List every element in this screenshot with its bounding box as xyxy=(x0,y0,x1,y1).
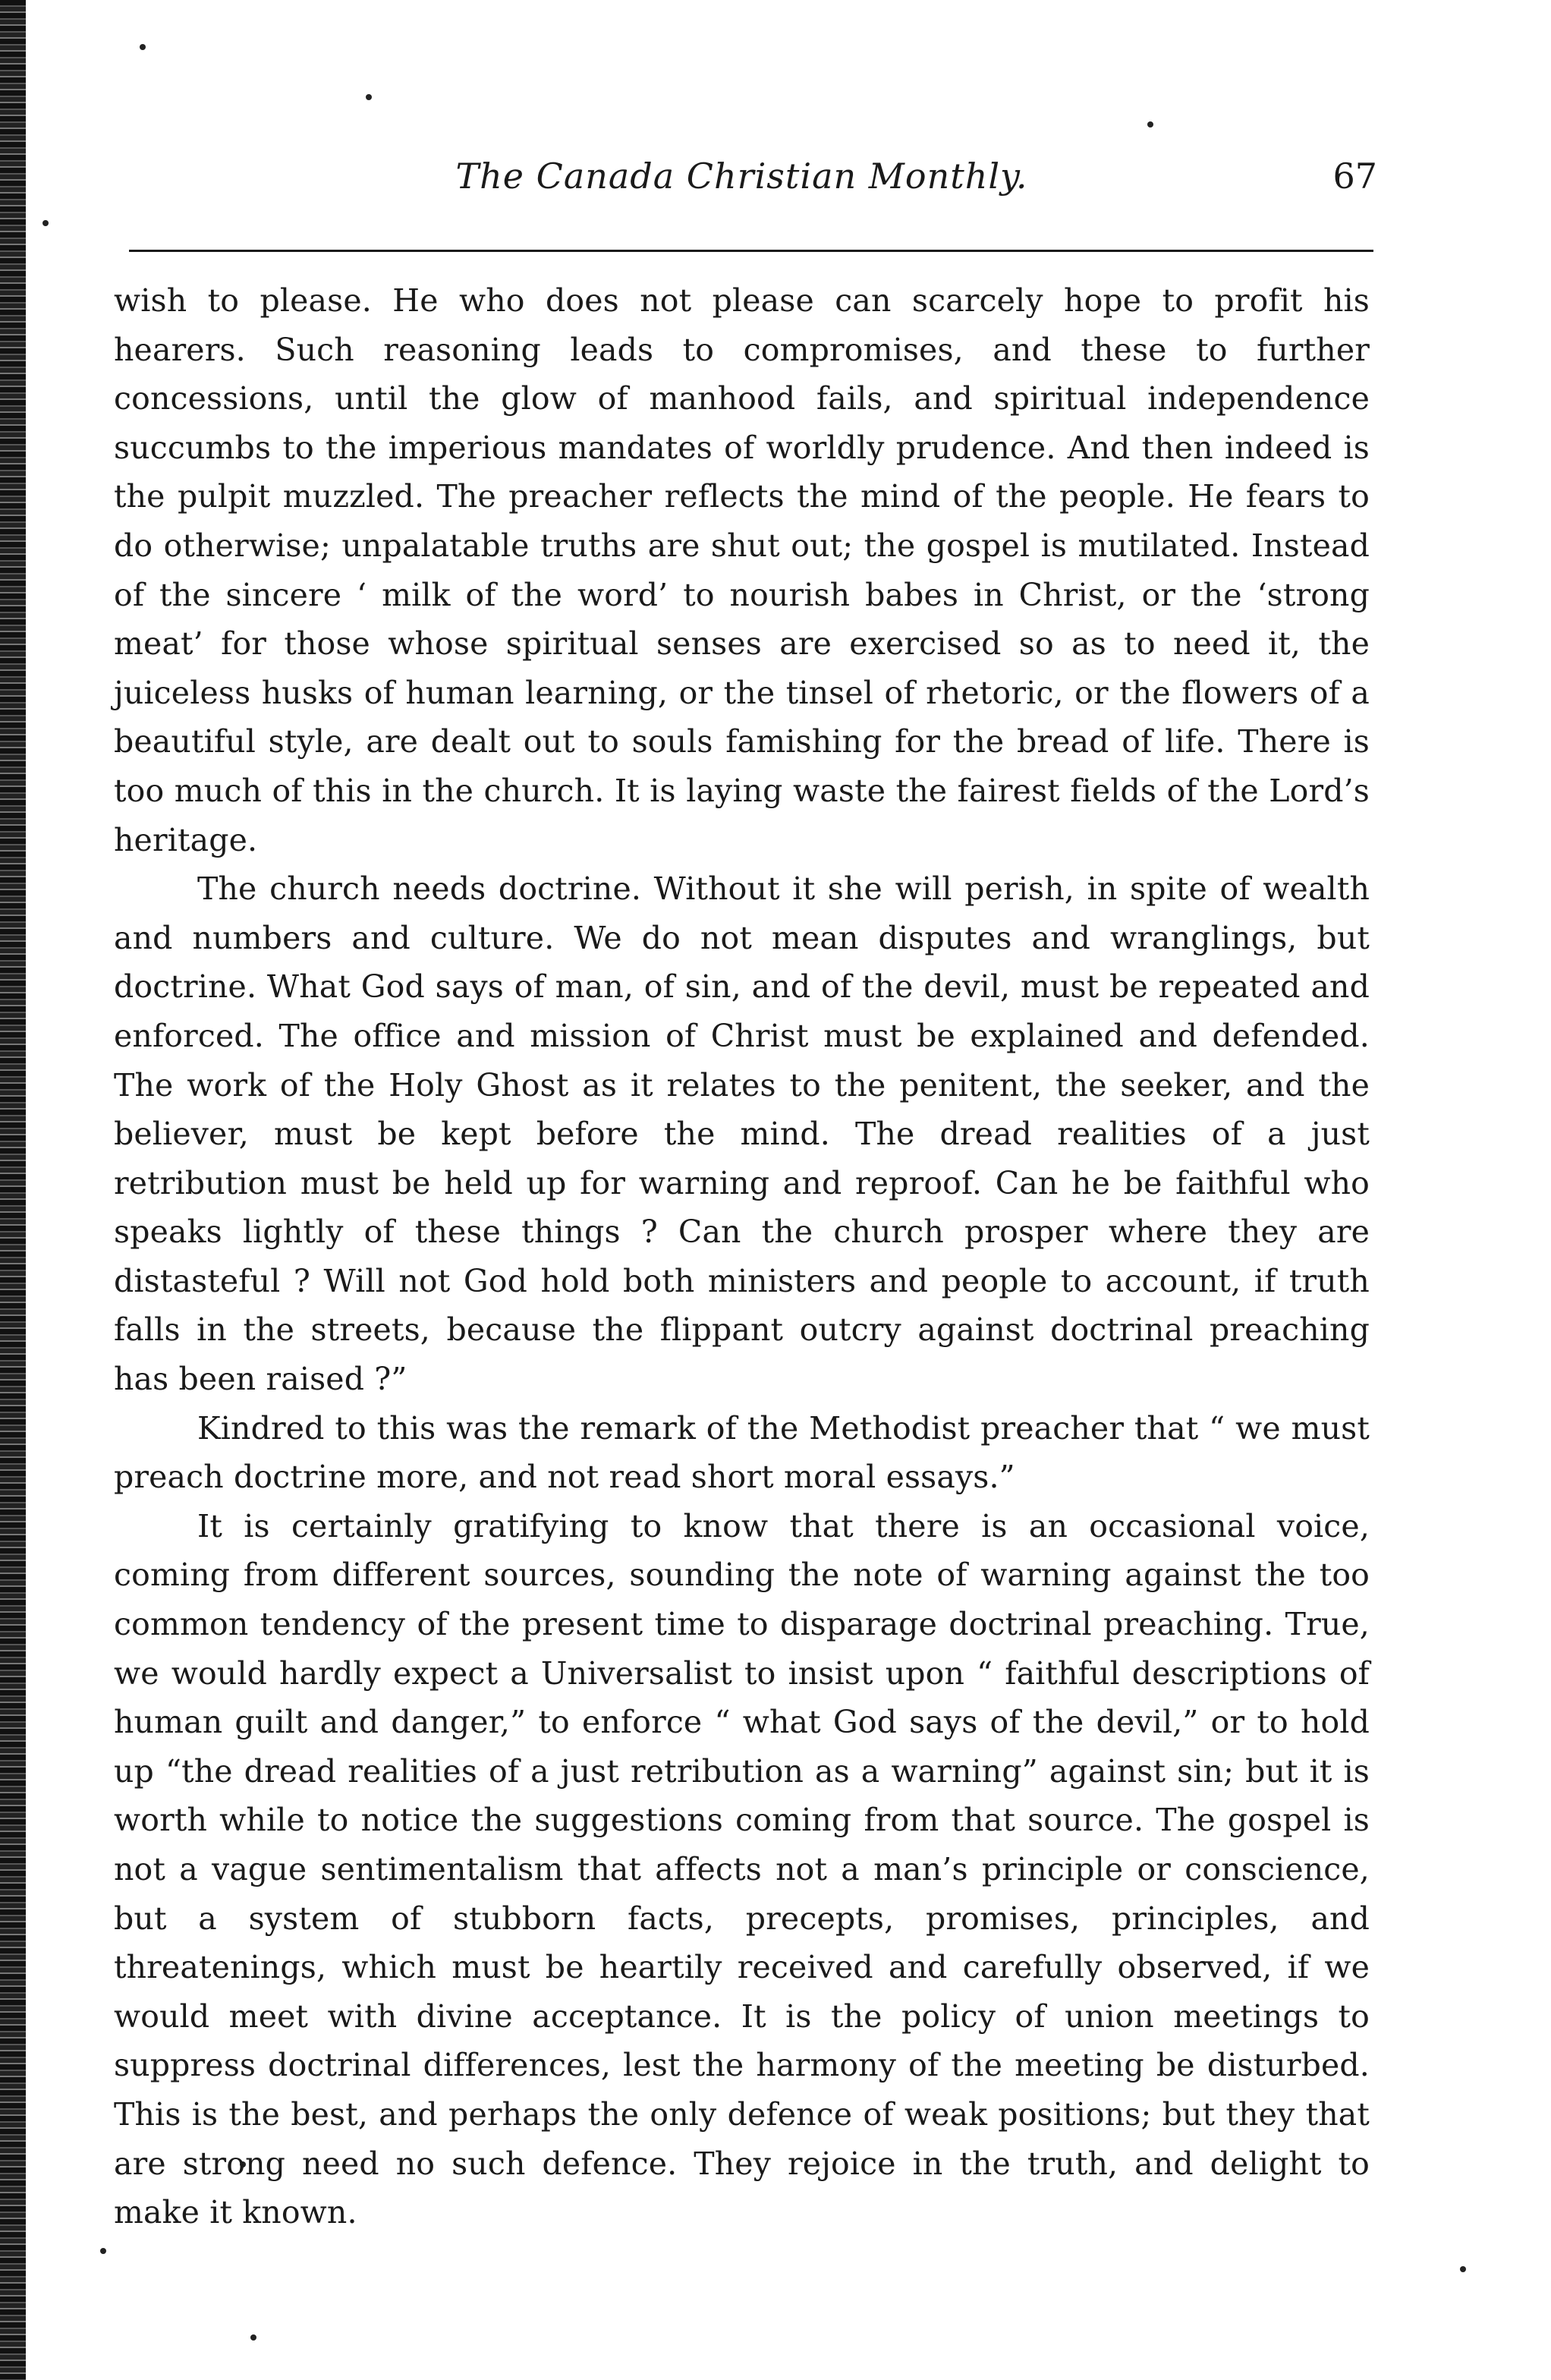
stray-ink-dot xyxy=(1147,121,1153,128)
stray-ink-dot xyxy=(100,2248,106,2254)
page-number: 67 xyxy=(1332,156,1377,197)
journal-title: The Canada Christian Monthly. xyxy=(455,156,1028,197)
paragraph: It is certainly gratifying to know that there is an occasional voice, coming from different sources, sounding the note of warning against the too common tendency of the present time to disparage doctrinal preaching. True, we would hardly expect a Universalist to insist upon “ faithful descriptions of human guilt and danger,” to enforce “ what God says of the devil,” or to hold up “the dread realities of a just retribution as a warning” against sin; but it is worth while to notice the suggestions coming from that source. The gospel is not a vague sentimentalism that affects not a man’s principle or conscience, but a system of stubborn facts, precepts, promises, principles, and threatenings, which must be heartily received and carefully observed, if we would meet with divine acceptance. It is the policy of union meetings to suppress doctrinal differences, lest the harmony of the meeting be disturbed. This is the best, and perhaps the only defence of weak positions; but they that are strong need no such defence. They rejoice in the truth, and delight to make it known. xyxy=(114,1507,1370,2231)
book-page xyxy=(114,156,1377,2237)
article-body xyxy=(114,276,1370,2237)
stray-ink-dot xyxy=(42,220,49,226)
scan-binding-edge xyxy=(0,0,26,2380)
paragraph-continued: wish to please. He who does not please can scarcely hope to profit his hearers. Such reasoning leads to compromises, and these to further concessions, until the glow of manhood fails, and spiritual independence succumbs to the imperious mandates of worldly prudence. And then indeed is the pulpit muzzled. The preacher reflects the mind of the people. He fears to do otherwise; unpalatable truths are shut out; the gospel is mutilated. Instead of the sincere ‘ milk of the word’ to nourish babes in Christ, or the ‘strong meat’ for those whose spiritual senses are exercised so as to need it, the juiceless husks of human learning, or the tinsel of rhetoric, or the flowers of a beautiful style, are dealt out to souls famishing for the bread of life. There is too much of this in the church. It is laying waste the fairest fields of the Lord’s heritage. xyxy=(114,282,1370,858)
paragraph: The church needs doctrine. Without it she will perish, in spite of wealth and numbers and culture. We do not mean disputes and wranglings, but doctrine. What God says of man, of sin, and of the devil, must be repeated and enforced. The office and mission of Christ must be explained and defended. The work of the Holy Ghost as it relates to the penitent, the seeker, and the believer, must be kept before the mind. The dread realities of a just retribution must be held up for warning and reproof. Can he be faithful who speaks lightly of these things ? Can the church prosper where they are distasteful ? Will not God hold both ministers and people to account, if truth falls in the streets, because the flippant outcry against doctrinal preaching has been raised ?” xyxy=(114,870,1370,1398)
header-rule xyxy=(129,250,1373,252)
paragraph: Kindred to this was the remark of the Methodist preacher that “ we must preach doctrine more, and not read short moral essays.” xyxy=(114,1409,1370,1496)
stray-ink-dot xyxy=(250,2334,256,2341)
stray-ink-dot xyxy=(1460,2266,1466,2272)
running-head xyxy=(114,156,1377,224)
stray-ink-dot xyxy=(140,44,146,50)
stray-ink-dot xyxy=(366,94,372,100)
